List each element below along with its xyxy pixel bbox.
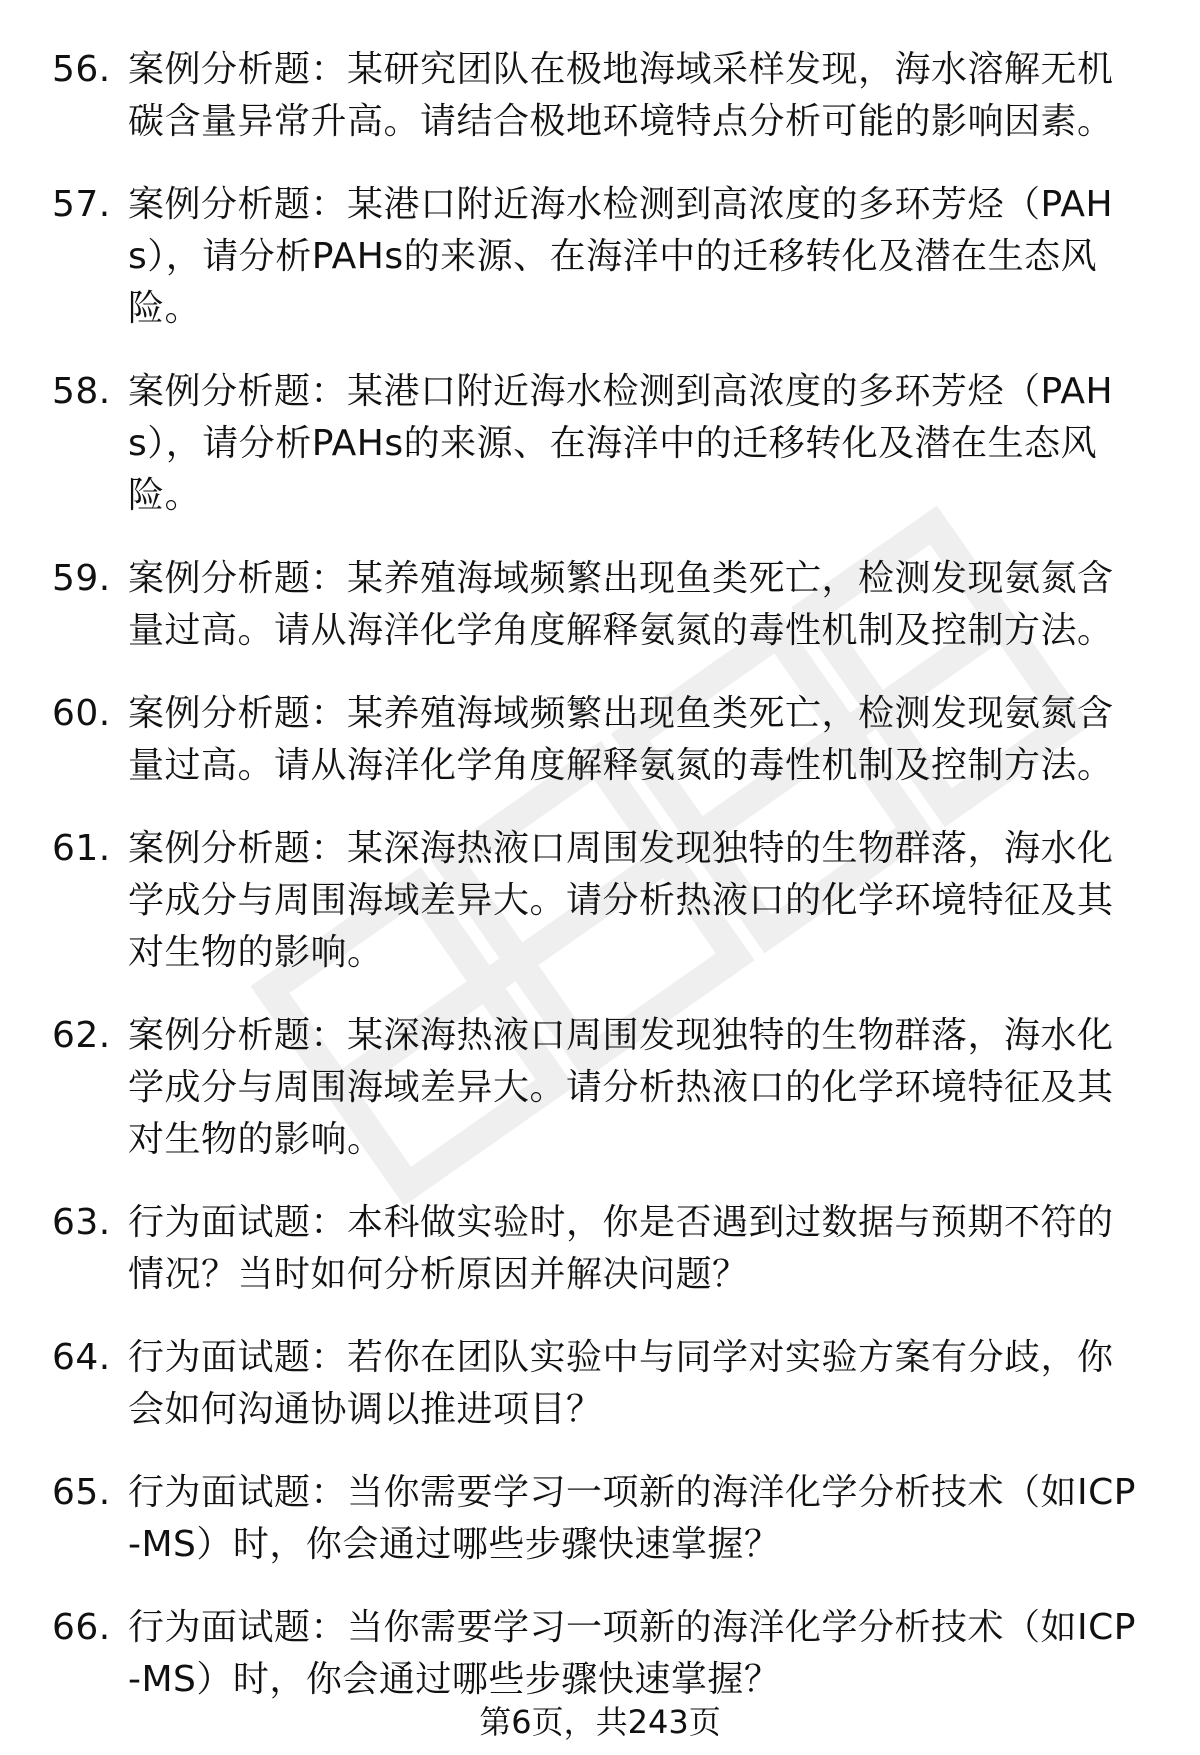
question-text: 案例分析题：某港口附近海水检测到高浓度的多环芳烃（PAHs），请分析PAHs的来源、在海洋中的迁移转化及潜在生态风险。 xyxy=(128,371,1114,516)
question-text: 行为面试题：若你在团队实验中与同学对实验方案有分歧，你会如何沟通协调以推进项目？ xyxy=(128,1337,1114,1430)
question-item xyxy=(0,1197,1200,1301)
question-number: 56. xyxy=(52,49,111,90)
question-number: 58. xyxy=(52,371,111,412)
question-number: 61. xyxy=(52,828,111,869)
question-number: 59. xyxy=(52,558,111,599)
question-text: 行为面试题：当你需要学习一项新的海洋化学分析技术（如ICP-MS）时，你会通过哪些步骤快速掌握？ xyxy=(128,1607,1136,1700)
question-number: 60. xyxy=(52,693,111,734)
question-item xyxy=(0,366,1200,522)
question-list xyxy=(0,44,1200,1737)
question-number: 63. xyxy=(52,1202,111,1243)
question-text: 案例分析题：某养殖海域频繁出现鱼类死亡，检测发现氨氮含量过高。请从海洋化学角度解释氨氮的毒性机制及控制方法。 xyxy=(128,693,1114,786)
question-number: 64. xyxy=(52,1337,111,1378)
question-item xyxy=(0,1467,1200,1571)
question-text: 行为面试题：当你需要学习一项新的海洋化学分析技术（如ICP-MS）时，你会通过哪些步骤快速掌握？ xyxy=(128,1472,1136,1565)
page-footer xyxy=(0,1700,1200,1744)
question-number: 57. xyxy=(52,184,111,225)
question-item xyxy=(0,1010,1200,1166)
question-item xyxy=(0,823,1200,979)
question-number: 66. xyxy=(52,1607,111,1648)
question-item xyxy=(0,179,1200,335)
question-text: 行为面试题：本科做实验时，你是否遇到过数据与预期不符的情况？当时如何分析原因并解决问题？ xyxy=(128,1202,1114,1295)
question-text: 案例分析题：某研究团队在极地海域采样发现，海水溶解无机碳含量异常升高。请结合极地环境特点分析可能的影响因素。 xyxy=(128,49,1114,142)
question-text: 案例分析题：某养殖海域频繁出现鱼类死亡，检测发现氨氮含量过高。请从海洋化学角度解释氨氮的毒性机制及控制方法。 xyxy=(128,558,1114,651)
question-number: 65. xyxy=(52,1472,111,1513)
question-item xyxy=(0,1332,1200,1436)
question-text: 案例分析题：某港口附近海水检测到高浓度的多环芳烃（PAHs），请分析PAHs的来源、在海洋中的迁移转化及潜在生态风险。 xyxy=(128,184,1114,329)
question-item xyxy=(0,1602,1200,1706)
question-item xyxy=(0,44,1200,148)
question-item xyxy=(0,688,1200,792)
question-text: 案例分析题：某深海热液口周围发现独特的生物群落，海水化学成分与周围海域差异大。请分析热液口的化学环境特征及其对生物的影响。 xyxy=(128,828,1114,973)
question-number: 62. xyxy=(52,1015,111,1056)
question-text: 案例分析题：某深海热液口周围发现独特的生物群落，海水化学成分与周围海域差异大。请分析热液口的化学环境特征及其对生物的影响。 xyxy=(128,1015,1114,1160)
page-number-label: 第6页，共243页 xyxy=(479,1703,721,1741)
question-item xyxy=(0,553,1200,657)
